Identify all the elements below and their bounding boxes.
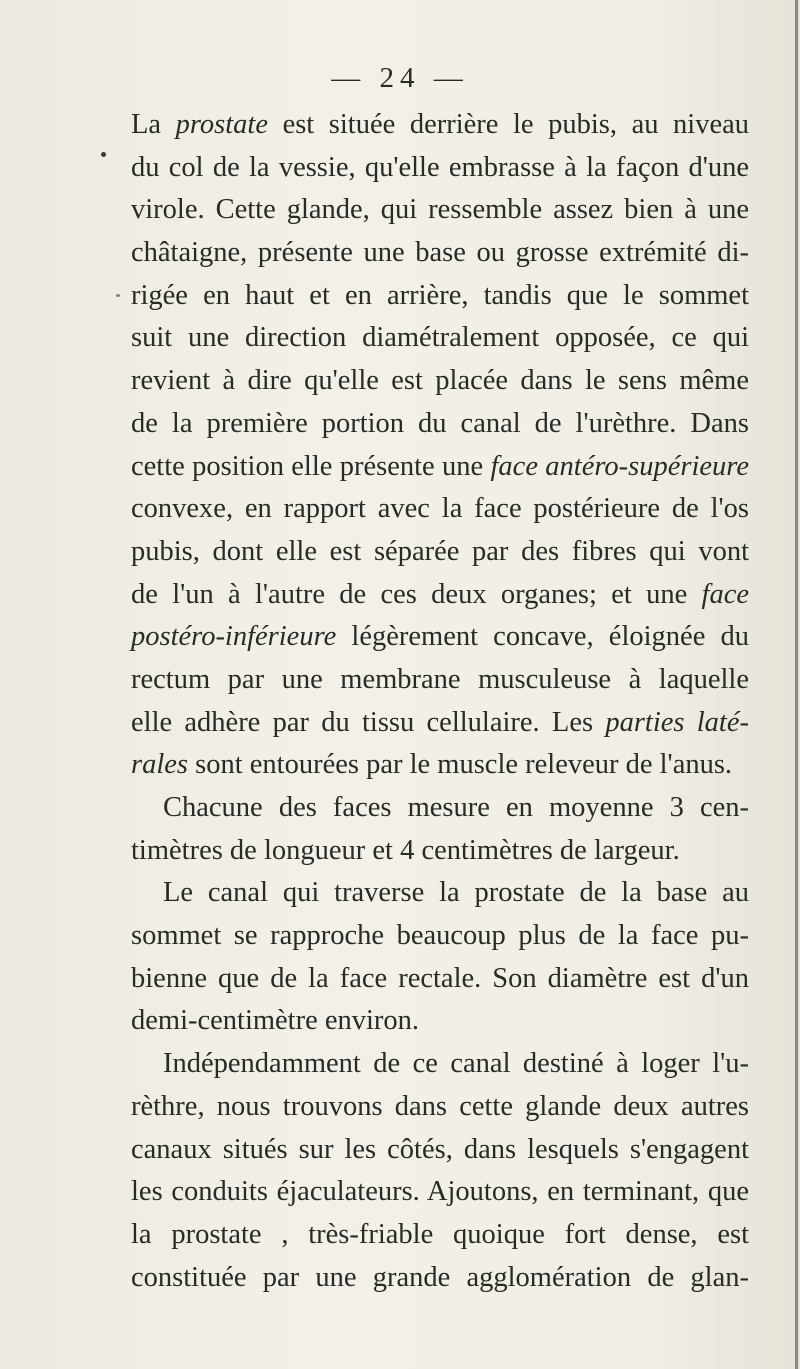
ink-speck	[101, 152, 106, 157]
text-segment: de la première portion du canal de l'urèthre. Dans	[131, 407, 749, 439]
text-line	[131, 1043, 749, 1086]
text-segment: demi-centimètre environ.	[131, 1005, 420, 1037]
text-line	[131, 275, 749, 318]
text-line	[131, 531, 749, 574]
italic-term: rales	[131, 749, 188, 781]
page-number: — 24 —	[331, 62, 469, 94]
text-segment: rigée en haut et en arrière, tandis que le sommet	[131, 279, 749, 311]
text-segment: La	[131, 109, 176, 140]
text-segment: rectum par une membrane musculeuse à laquelle	[131, 663, 749, 695]
ink-speck	[116, 294, 120, 297]
text-segment: de l'un à l'autre de ces deux organes; et une	[131, 578, 702, 610]
text-segment: est située derrière le pubis, au niveau	[268, 109, 749, 140]
italic-term: postéro-inférieure	[131, 621, 337, 653]
text-segment: châtaigne, présente une base ou grosse extrémité di-	[131, 237, 749, 269]
text-segment: cette position elle présente une	[131, 450, 491, 482]
text-segment: revient à dire qu'elle est placée dans le sens même	[131, 365, 749, 397]
text-segment: rèthre, nous trouvons dans cette glande deux autres	[131, 1090, 749, 1122]
text-line	[131, 1086, 749, 1129]
text-segment: Le canal qui traverse la prostate de la base au	[163, 877, 749, 909]
text-line	[131, 787, 749, 830]
text-line	[131, 1257, 749, 1300]
text-segment: Indépendamment de ce canal destiné à loger l'u-	[163, 1048, 749, 1080]
text-segment: canaux situés sur les côtés, dans lesquels s'engagent	[131, 1133, 749, 1165]
text-line	[131, 574, 749, 617]
text-segment: bienne que de la face rectale. Son diamètre est d'un	[131, 962, 749, 994]
text-segment: elle adhère par du tissu cellulaire. Les	[131, 706, 606, 738]
body-text	[131, 104, 749, 1299]
text-line	[131, 958, 749, 1001]
text-line	[131, 104, 749, 147]
text-line	[131, 147, 749, 190]
text-line	[131, 232, 749, 275]
text-line	[131, 1214, 749, 1257]
paragraph	[131, 787, 749, 872]
italic-term: parties laté-	[605, 706, 749, 738]
text-line	[131, 189, 749, 232]
text-segment: timètres de longueur et 4 centimètres de largeur.	[131, 834, 680, 866]
text-line	[131, 1171, 749, 1214]
paragraph	[131, 104, 749, 787]
text-line	[131, 702, 749, 745]
text-segment: la prostate , très-friable quoique fort dense, est	[131, 1218, 749, 1250]
text-segment: légèrement concave, éloignée du	[336, 621, 749, 653]
text-line	[131, 317, 749, 360]
text-segment: suit une direction diamétralement opposée, ce qui	[131, 322, 749, 354]
paragraph	[131, 872, 749, 1043]
text-segment: virole. Cette glande, qui ressemble assez bien à une	[131, 194, 749, 226]
italic-term: face	[701, 578, 749, 610]
italic-term: prostate	[175, 109, 268, 140]
italic-term: face antéro-supérieure	[490, 450, 749, 482]
text-line	[131, 1000, 749, 1043]
text-line	[131, 830, 749, 873]
text-line	[131, 659, 749, 702]
text-line	[131, 744, 749, 787]
text-line	[131, 616, 749, 659]
paragraph	[131, 1043, 749, 1299]
text-segment: du col de la vessie, qu'elle embrasse à la façon d'une	[131, 151, 749, 183]
text-segment: pubis, dont elle est séparée par des fibres qui vont	[131, 535, 749, 567]
text-line	[131, 488, 749, 531]
page-edge-shadow	[795, 0, 798, 1369]
text-segment: Chacune des faces mesure en moyenne 3 cen-	[163, 792, 749, 823]
text-segment: convexe, en rapport avec la face postérieure de l'os	[131, 493, 749, 525]
text-segment: constituée par une grande agglomération de glan-	[131, 1261, 749, 1293]
text-line	[131, 1129, 749, 1172]
text-line	[131, 915, 749, 958]
text-segment: les conduits éjaculateurs. Ajoutons, en terminant, que	[131, 1176, 749, 1208]
text-line	[131, 872, 749, 915]
text-line	[131, 403, 749, 446]
text-segment: sommet se rapproche beaucoup plus de la face pu-	[131, 920, 749, 952]
text-line	[131, 360, 749, 403]
text-segment: sont entourées par le muscle releveur de l'anus.	[188, 749, 733, 781]
text-line	[131, 446, 749, 489]
